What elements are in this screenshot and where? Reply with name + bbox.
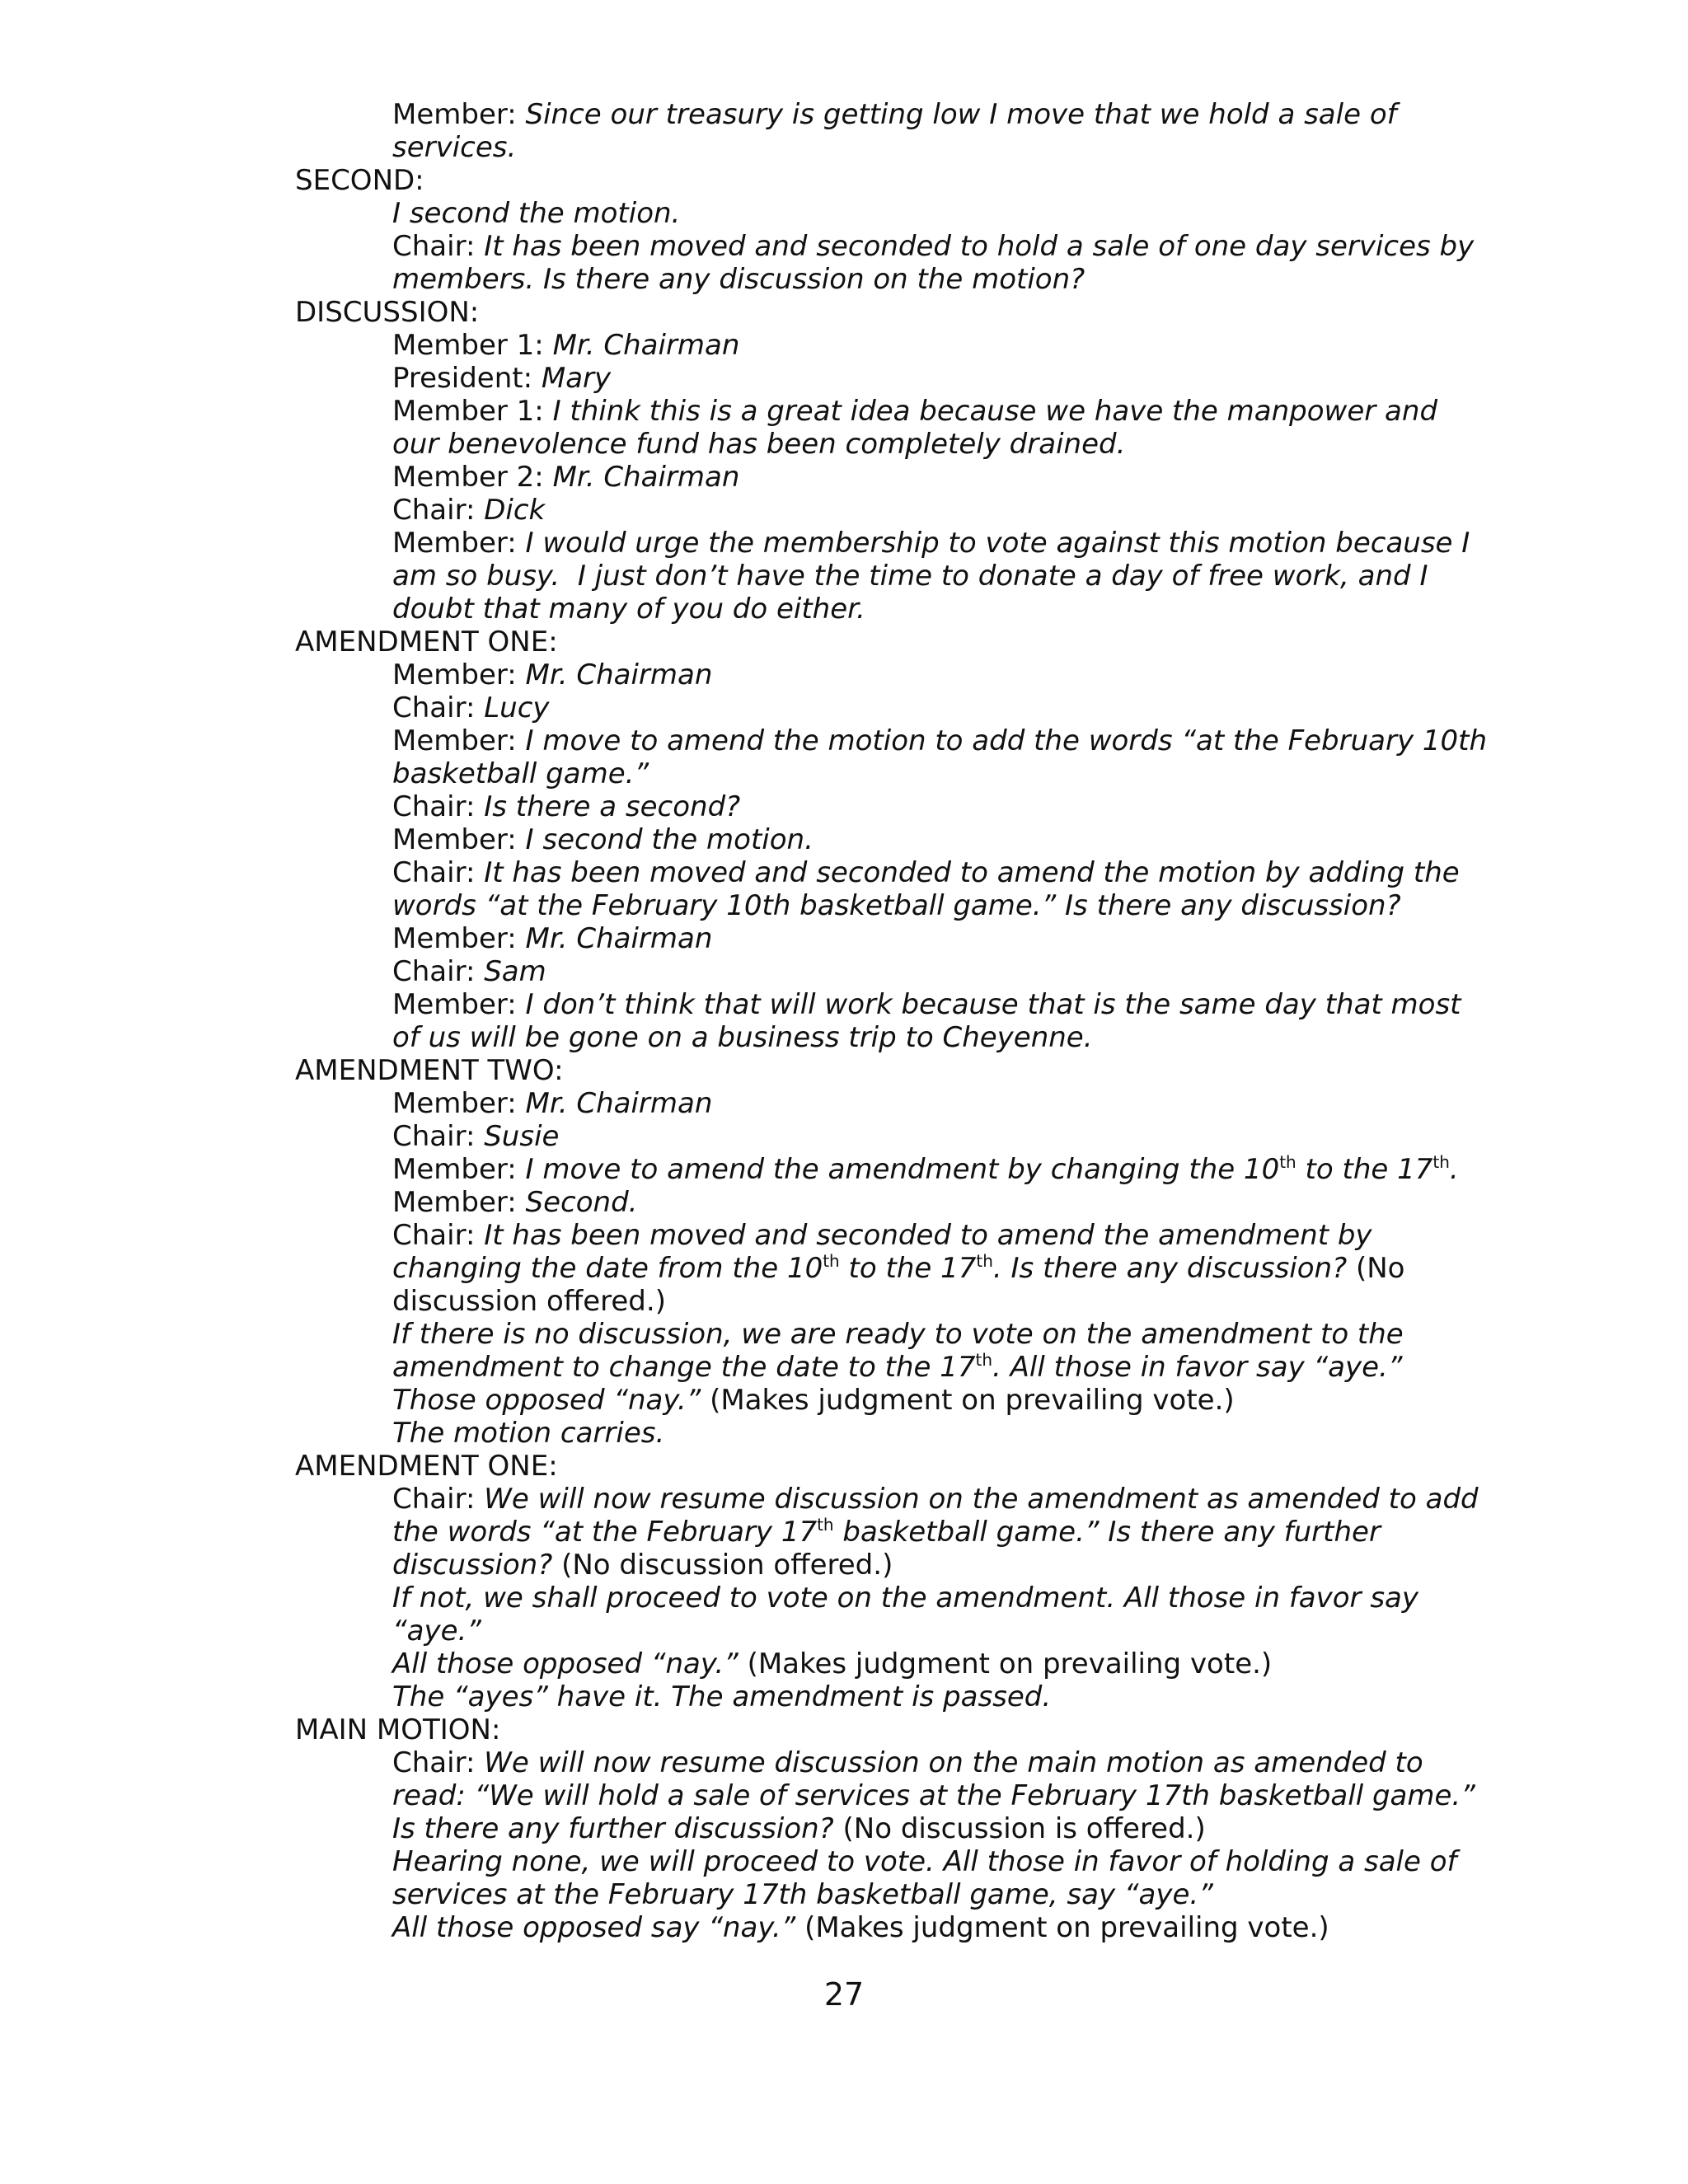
spoken-text: All those opposed “nay.” xyxy=(392,1647,748,1680)
transcript-line xyxy=(295,1219,1490,1318)
speaker-or-note: Member 1: xyxy=(392,395,553,428)
spoken-text: to the 17 xyxy=(1296,1153,1433,1186)
speaker-or-note: President: xyxy=(392,362,542,395)
transcript-line xyxy=(295,1186,1490,1219)
spoken-text: I move to amend the amendment by changing the 10 xyxy=(525,1153,1280,1186)
transcript-line xyxy=(295,197,1490,230)
speaker-or-note: Chair: xyxy=(392,230,485,263)
speaker-or-note: (No discussion offered.) xyxy=(392,1252,1405,1318)
speaker-or-note: Chair: xyxy=(392,856,485,889)
spoken-text: basketball game.” Is there any further discussion? xyxy=(392,1516,1381,1582)
transcript-line xyxy=(295,955,1490,988)
spoken-text: Mr. Chairman xyxy=(552,461,740,494)
transcript-line xyxy=(295,461,1490,494)
speaker-or-note: Member 1: xyxy=(392,329,553,362)
speaker-or-note: Member 2: xyxy=(392,461,553,494)
transcript-line xyxy=(295,329,1490,362)
spoken-text: . Is there any discussion? xyxy=(992,1252,1356,1285)
speaker-or-note: Chair: xyxy=(392,1483,485,1516)
speaker-or-note: Chair: xyxy=(392,691,485,724)
spoken-text: Mr. Chairman xyxy=(525,922,713,955)
transcript-line xyxy=(295,1483,1490,1582)
spoken-text: I would urge the membership to vote against this motion because I am so busy. I just don’t have the time to donate a day of free work, and I doubt that many of you do either. xyxy=(392,527,1470,626)
ordinal-suffix: th xyxy=(976,1251,993,1271)
transcript-line xyxy=(295,1582,1490,1647)
transcript-line xyxy=(295,1153,1490,1186)
ordinal-suffix: th xyxy=(1432,1152,1450,1172)
speaker-or-note: Chair: xyxy=(392,1746,485,1779)
transcript-line xyxy=(295,724,1490,790)
transcript-line xyxy=(295,1087,1490,1120)
transcript-line xyxy=(295,823,1490,856)
speaker-or-note: Chair: xyxy=(392,1120,485,1153)
spoken-text: Lucy xyxy=(484,691,550,724)
document-body xyxy=(295,98,1490,1944)
speaker-or-note: Member: xyxy=(392,922,526,955)
spoken-text: . xyxy=(1449,1153,1459,1186)
transcript-line xyxy=(295,658,1490,691)
speaker-or-note: Chair: xyxy=(392,494,485,527)
transcript-line xyxy=(295,395,1490,461)
spoken-text: Mr. Chairman xyxy=(525,1087,713,1120)
transcript-line xyxy=(295,230,1490,296)
speaker-or-note: (Makes judgment on prevailing vote.) xyxy=(804,1911,1329,1944)
transcript-line xyxy=(295,1647,1490,1680)
transcript-line xyxy=(295,922,1490,955)
transcript-line xyxy=(295,856,1490,922)
speaker-or-note: (No discussion is offered.) xyxy=(842,1812,1206,1845)
spoken-text: Is there a second? xyxy=(484,790,741,823)
section-heading: SECOND: xyxy=(295,164,424,197)
spoken-text: I think this is a great idea because we have the manpower and our benevolence fund has been completely drained. xyxy=(392,395,1438,461)
spoken-text: If not, we shall proceed to vote on the amendment. All those in favor say “aye.” xyxy=(392,1582,1419,1647)
section-heading: AMENDMENT TWO: xyxy=(295,1054,564,1087)
transcript-line xyxy=(295,790,1490,823)
speaker-or-note: Member: xyxy=(392,1087,526,1120)
spoken-text: All those opposed say “nay.” xyxy=(392,1911,805,1944)
ordinal-suffix: th xyxy=(817,1515,834,1535)
speaker-or-note: Chair: xyxy=(392,790,485,823)
transcript-line xyxy=(295,494,1490,527)
ordinal-suffix: th xyxy=(823,1251,840,1271)
speaker-or-note: Member: xyxy=(392,98,526,131)
spoken-text: Hearing none, we will proceed to vote. All those in favor of holding a sale of services at the February 17th basketball game, say “aye.” xyxy=(392,1845,1457,1911)
section-heading: DISCUSSION: xyxy=(295,296,480,329)
spoken-text: It has been moved and seconded to amend the amendment by changing the date from the 10 xyxy=(392,1219,1372,1285)
speaker-or-note: Member: xyxy=(392,527,526,560)
transcript-line xyxy=(295,527,1490,626)
speaker-or-note: Member: xyxy=(392,1186,526,1219)
spoken-text: Second. xyxy=(525,1186,638,1219)
transcript-line xyxy=(295,1845,1490,1911)
spoken-text: We will now resume discussion on the main motion as amended to read: “We will hold a sale of services at the February 17th basketball game.” Is there any further discussion? xyxy=(392,1746,1475,1845)
speaker-or-note: (Makes judgment on prevailing vote.) xyxy=(747,1647,1273,1680)
transcript-line xyxy=(295,691,1490,724)
section-heading: AMENDMENT ONE: xyxy=(295,1450,558,1483)
transcript-line xyxy=(295,1680,1490,1713)
transcript-line xyxy=(295,1417,1490,1450)
transcript-line xyxy=(295,1318,1490,1417)
speaker-or-note: Chair: xyxy=(392,955,485,988)
speaker-or-note: Member: xyxy=(392,988,526,1021)
ordinal-suffix: th xyxy=(1279,1152,1296,1172)
speaker-or-note: Member: xyxy=(392,658,526,691)
spoken-text: Since our treasury is getting low I move that we hold a sale of services. xyxy=(392,98,1397,164)
speaker-or-note: (No discussion offered.) xyxy=(561,1549,893,1582)
spoken-text: If there is no discussion, we are ready to vote on the amendment to the amendment to change the date to the 17 xyxy=(392,1318,1404,1384)
spoken-text: Mary xyxy=(541,362,612,395)
spoken-text: Dick xyxy=(484,494,546,527)
transcript-line xyxy=(295,1120,1490,1153)
spoken-text: Sam xyxy=(484,955,546,988)
speaker-or-note: Member: xyxy=(392,1153,526,1186)
spoken-text: The “ayes” have it. The amendment is passed. xyxy=(392,1680,1052,1713)
section-heading: AMENDMENT ONE: xyxy=(295,626,558,658)
spoken-text: I move to amend the motion to add the words “at the February 10th basketball game.” xyxy=(392,724,1488,790)
speaker-or-note: Chair: xyxy=(392,1219,485,1252)
transcript-line xyxy=(295,362,1490,395)
section-heading: MAIN MOTION: xyxy=(295,1713,501,1746)
speaker-or-note: (Makes judgment on prevailing vote.) xyxy=(710,1384,1235,1417)
transcript-line xyxy=(295,98,1490,164)
spoken-text: We will now resume discussion on the amendment as amended to add the words “at the February 17 xyxy=(392,1483,1479,1549)
spoken-text: . All those in favor say “aye.” Those opposed “nay.” xyxy=(392,1351,1403,1417)
spoken-text: It has been moved and seconded to amend the motion by adding the words “at the February 10th basketball game.” Is there any discussion? xyxy=(392,856,1460,922)
spoken-text: I don’t think that will work because that is the same day that most of us will be gone on a business trip to Cheyenne. xyxy=(392,988,1461,1054)
spoken-text: It has been moved and seconded to hold a sale of one day services by members. Is there any discussion on the motion? xyxy=(392,230,1475,296)
transcript-line xyxy=(295,1746,1490,1845)
speaker-or-note: Member: xyxy=(392,724,526,757)
spoken-text: Mr. Chairman xyxy=(552,329,740,362)
spoken-text: I second the motion. xyxy=(525,823,814,856)
transcript-line xyxy=(295,1911,1490,1944)
spoken-text: The motion carries. xyxy=(392,1417,665,1450)
spoken-text: Mr. Chairman xyxy=(525,658,713,691)
spoken-text: Susie xyxy=(484,1120,560,1153)
spoken-text: to the 17 xyxy=(839,1252,977,1285)
page-number: 27 xyxy=(823,1976,865,2013)
transcript-line xyxy=(295,988,1490,1054)
spoken-text: I second the motion. xyxy=(392,197,681,230)
speaker-or-note: Member: xyxy=(392,823,526,856)
ordinal-suffix: th xyxy=(975,1350,993,1370)
